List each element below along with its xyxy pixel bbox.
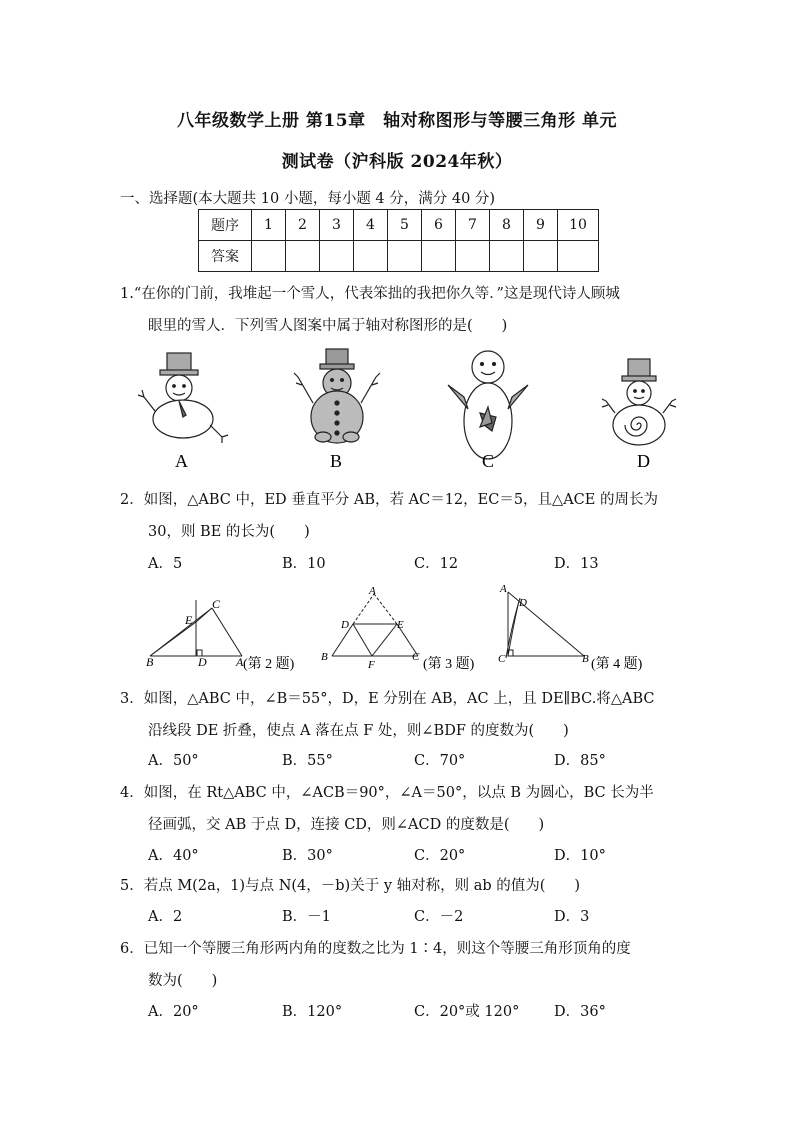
q1-line2: 眼里的雪人．下列雪人图案中属于轴对称图形的是( ) (148, 318, 508, 334)
q6-line2: 数为( ) (148, 973, 218, 989)
fig2-point-e: E (185, 613, 193, 627)
table-cell: 5 (388, 210, 422, 241)
snowman-c-icon (448, 351, 528, 459)
q1-line1: 1.“在你的门前，我堆起一个雪人，代表笨拙的我把你久等．”这是现代诗人顾城 (120, 286, 620, 302)
q5-option-b[interactable]: B．－1 (282, 909, 331, 925)
q6-line1: 6．已知一个等腰三角形两内角的度数之比为 1∶4，则这个等腰三角形顶角的度 (120, 941, 631, 957)
table-cell: 3 (320, 210, 354, 241)
q6-option-a[interactable]: A．20° (148, 1004, 199, 1020)
table-cell: 1 (252, 210, 286, 241)
answer-table (198, 209, 599, 272)
fig2-point-d: D (198, 655, 207, 669)
table-header-cell: 题序 (199, 210, 252, 241)
q2-line1: 2．如图，△ABC 中，ED 垂直平分 AB，若 AC＝12，EC＝5，且△ACE 的周长为 (120, 492, 658, 508)
table-row (199, 241, 599, 272)
q4-option-d[interactable]: D．10° (554, 848, 606, 864)
q3-option-a[interactable]: A．50° (148, 753, 199, 769)
fig2-caption: (第 2 题) (243, 657, 295, 672)
q5-line1: 5．若点 M(2a，1)与点 N(4，－b)关于 y 轴对称，则 ab 的值为( ) (120, 878, 581, 894)
table-cell: 9 (524, 210, 558, 241)
snowman-b-icon (294, 349, 380, 443)
q5-option-a[interactable]: A．2 (148, 909, 183, 925)
q2-option-c[interactable]: C．12 (414, 556, 459, 572)
q3-line1: 3．如图，△ABC 中，∠B＝55°，D，E 分别在 AB，AC 上，且 DE∥BC.将△ABC (120, 691, 655, 707)
table-cell: 8 (490, 210, 524, 241)
answer-cell[interactable] (490, 241, 524, 272)
fig3-point-b: B (321, 651, 328, 663)
table-cell: 4 (354, 210, 388, 241)
snowman-label-b: B (330, 451, 343, 471)
q5-option-d[interactable]: D．3 (554, 909, 590, 925)
fig3-point-c: C (412, 651, 420, 663)
answer-cell[interactable] (252, 241, 286, 272)
fig4-point-d: D (519, 597, 527, 609)
fig4-point-b: B (582, 653, 589, 665)
q3-line2: 沿线段 DE 折叠，使点 A 落在点 F 处，则∠BDF 的度数为( ) (148, 723, 569, 739)
page-title-line1: 八年级数学上册 第15章 轴对称图形与等腰三角形 单元 (177, 111, 617, 131)
figure-2 (150, 600, 242, 656)
snowman-a-icon (138, 353, 228, 443)
q3-option-c[interactable]: C．70° (414, 753, 466, 769)
q6-option-b[interactable]: B．120° (282, 1004, 343, 1020)
q2-option-a[interactable]: A．5 (148, 556, 183, 572)
answer-cell[interactable] (524, 241, 558, 272)
q4-line1: 4．如图，在 Rt△ABC 中，∠ACB＝90°，∠A＝50°，以点 B 为圆心，BC 长为半 (120, 785, 654, 801)
answer-cell[interactable] (388, 241, 422, 272)
q6-option-c[interactable]: C．20°或 120° (414, 1004, 520, 1020)
fig4-point-a: A (500, 583, 507, 595)
snowman-label-d: D (637, 451, 650, 471)
fig3-caption: (第 3 题) (423, 657, 475, 672)
fig2-point-b: B (146, 655, 154, 669)
fig3-point-a: A (369, 585, 376, 597)
snowman-figures (130, 345, 690, 475)
fig3-point-e: E (397, 619, 404, 631)
table-cell: 7 (456, 210, 490, 241)
fig4-caption: (第 4 题) (591, 657, 643, 672)
table-cell: 6 (422, 210, 456, 241)
q2-line2: 30，则 BE 的长为( ) (148, 524, 310, 540)
table-cell: 2 (286, 210, 320, 241)
answer-cell[interactable] (286, 241, 320, 272)
snowman-label-c: C (482, 451, 495, 471)
section-heading: 一、选择题(本大题共 10 小题，每小题 4 分，满分 40 分) (120, 191, 496, 207)
q4-option-c[interactable]: C．20° (414, 848, 466, 864)
q2-option-d[interactable]: D．13 (554, 556, 599, 572)
q4-option-b[interactable]: B．30° (282, 848, 333, 864)
fig3-point-f: F (368, 659, 375, 671)
fig2-point-c: C (212, 597, 221, 611)
snowman-label-a: A (175, 451, 188, 471)
q4-line2: 径画弧，交 AB 于点 D，连接 CD，则∠ACD 的度数是( ) (148, 817, 545, 833)
answer-cell[interactable] (558, 241, 599, 272)
q2-option-b[interactable]: B．10 (282, 556, 326, 572)
q6-option-d[interactable]: D．36° (554, 1004, 606, 1020)
answer-cell[interactable] (320, 241, 354, 272)
q4-option-a[interactable]: A．40° (148, 848, 199, 864)
q3-option-b[interactable]: B．55° (282, 753, 333, 769)
q3-option-d[interactable]: D．85° (554, 753, 606, 769)
answer-cell[interactable] (456, 241, 490, 272)
q5-option-c[interactable]: C．－2 (414, 909, 464, 925)
table-cell: 10 (558, 210, 599, 241)
table-row (199, 210, 599, 241)
fig4-point-c: C (498, 653, 506, 665)
page-title-line2: 测试卷（沪科版 2024年秋） (281, 152, 513, 172)
geometry-figures (140, 582, 660, 674)
figure-4 (506, 592, 584, 658)
fig3-point-d: D (341, 619, 349, 631)
answer-cell[interactable] (354, 241, 388, 272)
fig2-point-a: A (236, 655, 244, 669)
table-header-cell: 答案 (199, 241, 252, 272)
answer-cell[interactable] (422, 241, 456, 272)
snowman-d-icon (602, 359, 676, 445)
